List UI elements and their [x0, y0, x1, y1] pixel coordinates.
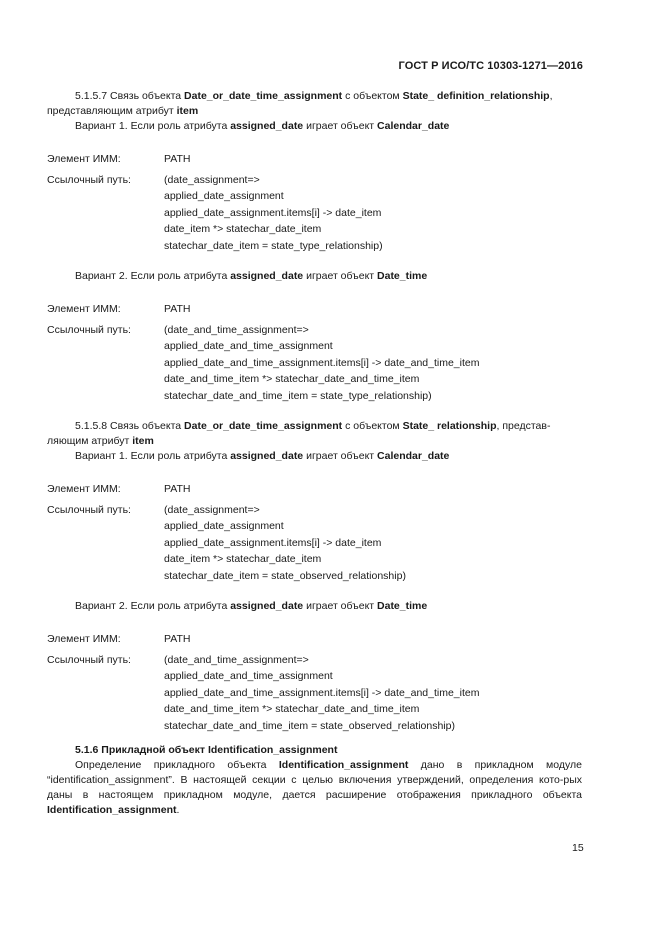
reference-path-row	[47, 652, 582, 735]
entity-name: Identification_assignment	[47, 804, 177, 816]
ref-path-line: applied_date_and_time_assignment	[164, 340, 333, 352]
ref-label: Ссылочный путь:	[47, 503, 131, 516]
ref-path-line: (date_assignment=>	[164, 503, 260, 516]
page-number: 15	[572, 842, 584, 854]
clause-5158-line2	[47, 434, 582, 449]
body-text: дано в прикладном модуле “identification_assignment”. В настоящей секции с целью включения утверждений, определения кото-рых даны в настоящем прикладном модуле, дается расширение отображения прикладного объекта	[47, 759, 582, 801]
entity-name: Date_or_date_time_assignment	[184, 90, 343, 102]
ref-label: Ссылочный путь:	[47, 173, 131, 186]
variant-heading	[47, 599, 582, 614]
variant-text: играет объект	[303, 450, 378, 462]
attribute-name: assigned_date	[230, 450, 304, 462]
variant-text: играет объект	[303, 120, 378, 132]
ref-path-line: date_and_time_item *> statechar_date_and_time_item	[164, 703, 420, 715]
clause-text: с объектом	[342, 420, 403, 432]
variant-text: Вариант 2. Если роль атрибута	[75, 270, 231, 282]
clause-text: ляющим атрибут	[47, 435, 133, 447]
entity-name: Date_or_date_time_assignment	[184, 420, 343, 432]
ref-path-line: date_and_time_item *> statechar_date_and_time_item	[164, 373, 420, 385]
clause-text: представляющим атрибут	[47, 105, 177, 117]
target-entity: State_ definition_relationship	[402, 90, 550, 102]
entity-name: Identification_assignment	[278, 759, 409, 771]
ref-path-line: applied_date_and_time_assignment.items[i] -> date_and_time_item	[164, 356, 480, 369]
clause-5157-heading	[47, 89, 582, 104]
attribute-name: item	[176, 105, 199, 117]
ref-path-line: (date_and_time_assignment=>	[164, 653, 309, 666]
imm-element-row	[47, 301, 582, 318]
variant-heading	[47, 119, 582, 134]
object-name: Calendar_date	[377, 450, 450, 462]
imm-element-row	[47, 481, 582, 498]
body-text: Определение прикладного объекта	[75, 759, 279, 771]
reference-path-row	[47, 172, 582, 255]
clause-text: 5.1.5.8 Связь объекта	[75, 420, 185, 432]
target-entity: State_ relationship	[402, 420, 497, 432]
imm-label: Элемент ИММ:	[47, 483, 121, 495]
variant-text: играет объект	[303, 600, 378, 612]
clause-5157-line2	[47, 104, 582, 119]
document-header: ГОСТ Р ИСО/ТС 10303-1271—2016	[398, 60, 583, 72]
ref-path-line: date_item *> statechar_date_item	[164, 223, 322, 235]
ref-path-line: statechar_date_item = state_type_relationship)	[164, 239, 383, 252]
ref-path-line: applied_date_assignment.items[i] -> date_item	[164, 536, 382, 549]
variant-heading	[47, 449, 582, 464]
clause-text: , представ-	[496, 420, 551, 432]
variant-heading	[47, 269, 582, 284]
ref-path-line: date_item *> statechar_date_item	[164, 553, 322, 565]
variant-text: Вариант 1. Если роль атрибута	[75, 120, 231, 132]
attribute-name: assigned_date	[230, 270, 304, 282]
ref-path-line: (date_assignment=>	[164, 173, 260, 186]
variant-text: Вариант 2. Если роль атрибута	[75, 600, 231, 612]
imm-element-row	[47, 631, 582, 648]
variant-text: Вариант 1. Если роль атрибута	[75, 450, 231, 462]
ref-path-line: applied_date_assignment.items[i] -> date_item	[164, 206, 382, 219]
ref-path-line: applied_date_and_time_assignment.items[i] -> date_and_time_item	[164, 686, 480, 699]
imm-value: PATH	[164, 153, 191, 165]
attribute-name: item	[132, 435, 154, 447]
attribute-name: assigned_date	[230, 120, 304, 132]
clause-text: 5.1.5.7 Связь объекта	[75, 90, 185, 102]
ref-label: Ссылочный путь:	[47, 323, 131, 336]
imm-value: PATH	[164, 483, 191, 495]
ref-path-line: applied_date_assignment	[164, 190, 284, 202]
object-name: Date_time	[377, 600, 428, 612]
imm-label: Элемент ИММ:	[47, 303, 121, 315]
attribute-name: assigned_date	[230, 600, 304, 612]
imm-value: PATH	[164, 633, 191, 645]
ref-path-line: statechar_date_and_time_item = state_observed_relationship)	[164, 719, 455, 732]
imm-element-row	[47, 151, 582, 168]
ref-path-line: applied_date_assignment	[164, 520, 284, 532]
clause-5158-heading	[47, 419, 582, 434]
clause-text: с объектом	[342, 90, 403, 102]
imm-label: Элемент ИММ:	[47, 153, 121, 165]
ref-path-line: applied_date_and_time_assignment	[164, 670, 333, 682]
page-content	[47, 89, 582, 818]
ref-path-line: statechar_date_item = state_observed_relationship)	[164, 569, 406, 582]
object-name: Calendar_date	[377, 120, 450, 132]
reference-path-row	[47, 502, 582, 585]
variant-text: играет объект	[303, 270, 378, 282]
object-name: Date_time	[377, 270, 428, 282]
imm-value: PATH	[164, 303, 191, 315]
clause-text: ,	[549, 90, 553, 102]
ref-path-line: (date_and_time_assignment=>	[164, 323, 309, 336]
body-text: .	[176, 804, 180, 816]
section-body	[47, 758, 582, 818]
ref-path-line: statechar_date_and_time_item = state_type_relationship)	[164, 389, 432, 402]
reference-path-row	[47, 322, 582, 405]
ref-label: Ссылочный путь:	[47, 653, 131, 666]
imm-label: Элемент ИММ:	[47, 633, 121, 645]
section-heading: 5.1.6 Прикладной объект Identification_assignment	[75, 744, 338, 756]
